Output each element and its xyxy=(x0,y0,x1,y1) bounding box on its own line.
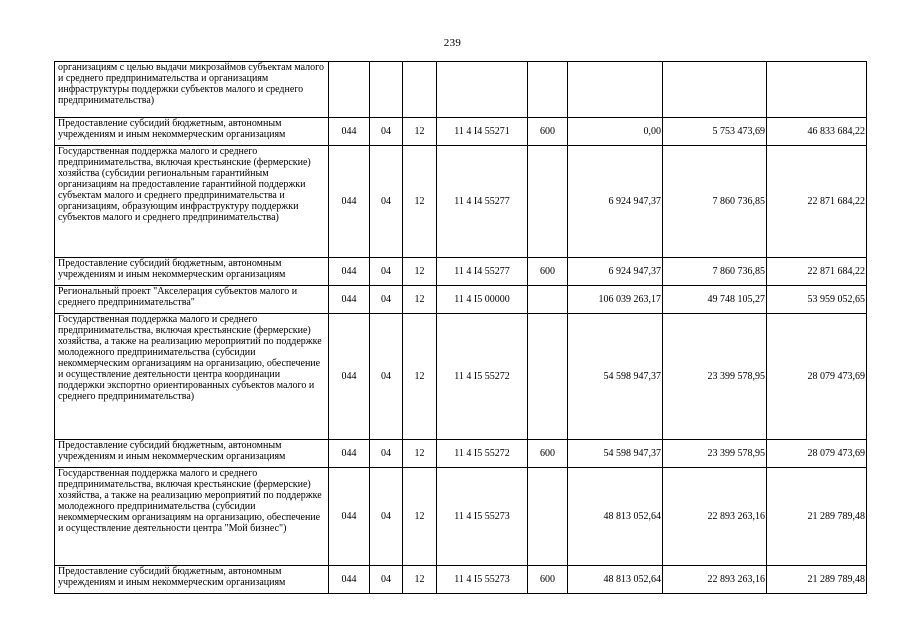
table-row xyxy=(55,440,867,468)
section-code-cell: 04 xyxy=(370,468,403,566)
amount-year-2-cell: 23 399 578,95 xyxy=(663,314,767,440)
expense-name-cell: Государственная поддержка малого и среднего предпринимательства, включая крестьянские (фермерские) хозяйства (субсидии региональным гарантийным организациям на предоставление гарантийной поддержки субъектам малого и среднего предпринимательства и организациям, образующим инфраструктуру поддержки субъектов малого и среднего предпринимательства) xyxy=(55,146,329,258)
expense-type-cell: 600 xyxy=(528,440,568,468)
table-row xyxy=(55,118,867,146)
amount-year-1-cell: 54 598 947,37 xyxy=(568,314,663,440)
section-code-cell: 04 xyxy=(370,440,403,468)
target-article-cell: 11 4 I5 55272 xyxy=(437,314,528,440)
section-code-cell: 04 xyxy=(370,146,403,258)
expense-type-cell: 600 xyxy=(528,258,568,286)
table-row xyxy=(55,146,867,258)
table-row xyxy=(55,286,867,314)
amount-year-1-cell: 54 598 947,37 xyxy=(568,440,663,468)
section-code-cell: 04 xyxy=(370,314,403,440)
amount-year-3-cell: 21 289 789,48 xyxy=(767,468,867,566)
expense-name-cell: Предоставление субсидий бюджетным, автономным учреждениям и иным некоммерческим организациям xyxy=(55,258,329,286)
section-code-cell xyxy=(370,62,403,118)
section-code-cell: 04 xyxy=(370,286,403,314)
grbs-code-cell: 044 xyxy=(329,468,370,566)
amount-year-3-cell: 28 079 473,69 xyxy=(767,440,867,468)
subsection-code-cell: 12 xyxy=(403,468,437,566)
target-article-cell: 11 4 I4 55271 xyxy=(437,118,528,146)
grbs-code-cell xyxy=(329,62,370,118)
amount-year-3-cell: 53 959 052,65 xyxy=(767,286,867,314)
amount-year-2-cell: 5 753 473,69 xyxy=(663,118,767,146)
grbs-code-cell: 044 xyxy=(329,566,370,594)
subsection-code-cell: 12 xyxy=(403,566,437,594)
grbs-code-cell: 044 xyxy=(329,146,370,258)
table-row xyxy=(55,566,867,594)
subsection-code-cell: 12 xyxy=(403,118,437,146)
amount-year-1-cell: 0,00 xyxy=(568,118,663,146)
grbs-code-cell: 044 xyxy=(329,258,370,286)
grbs-code-cell: 044 xyxy=(329,118,370,146)
subsection-code-cell: 12 xyxy=(403,146,437,258)
subsection-code-cell: 12 xyxy=(403,314,437,440)
target-article-cell xyxy=(437,62,528,118)
amount-year-3-cell xyxy=(767,62,867,118)
expense-name-cell: Предоставление субсидий бюджетным, автономным учреждениям и иным некоммерческим организациям xyxy=(55,440,329,468)
amount-year-1-cell: 48 813 052,64 xyxy=(568,566,663,594)
amount-year-1-cell: 6 924 947,37 xyxy=(568,258,663,286)
amount-year-2-cell: 49 748 105,27 xyxy=(663,286,767,314)
amount-year-2-cell xyxy=(663,62,767,118)
expense-type-cell xyxy=(528,62,568,118)
expense-name-cell: Предоставление субсидий бюджетным, автономным учреждениям и иным некоммерческим организациям xyxy=(55,566,329,594)
budget-table-body xyxy=(55,62,867,594)
section-code-cell: 04 xyxy=(370,566,403,594)
expense-type-cell xyxy=(528,468,568,566)
expense-name-cell: Государственная поддержка малого и среднего предпринимательства, включая крестьянские (фермерские) хозяйства, а также на реализацию мероприятий по поддержке молодежного предпринимательства (субсидии некоммерческим организациям на организацию, обеспечение и осуществление деятельности центра координации поддержки экспортно ориентированных субъектов малого и среднего предпринимательства) xyxy=(55,314,329,440)
target-article-cell: 11 4 I4 55277 xyxy=(437,146,528,258)
amount-year-2-cell: 22 893 263,16 xyxy=(663,468,767,566)
amount-year-3-cell: 21 289 789,48 xyxy=(767,566,867,594)
page-number: 239 xyxy=(443,37,462,49)
target-article-cell: 11 4 I4 55277 xyxy=(437,258,528,286)
table-row xyxy=(55,258,867,286)
amount-year-2-cell: 7 860 736,85 xyxy=(663,146,767,258)
expense-type-cell xyxy=(528,314,568,440)
target-article-cell: 11 4 I5 55273 xyxy=(437,566,528,594)
grbs-code-cell: 044 xyxy=(329,314,370,440)
amount-year-3-cell: 22 871 684,22 xyxy=(767,146,867,258)
expense-type-cell xyxy=(528,286,568,314)
amount-year-3-cell: 28 079 473,69 xyxy=(767,314,867,440)
amount-year-2-cell: 23 399 578,95 xyxy=(663,440,767,468)
grbs-code-cell: 044 xyxy=(329,286,370,314)
budget-table xyxy=(54,61,867,594)
subsection-code-cell xyxy=(403,62,437,118)
subsection-code-cell: 12 xyxy=(403,440,437,468)
grbs-code-cell: 044 xyxy=(329,440,370,468)
amount-year-1-cell: 106 039 263,17 xyxy=(568,286,663,314)
expense-type-cell: 600 xyxy=(528,566,568,594)
table-row xyxy=(55,468,867,566)
expense-name-cell: Предоставление субсидий бюджетным, автономным учреждениям и иным некоммерческим организациям xyxy=(55,118,329,146)
target-article-cell: 11 4 I5 00000 xyxy=(437,286,528,314)
amount-year-1-cell: 6 924 947,37 xyxy=(568,146,663,258)
amount-year-3-cell: 46 833 684,22 xyxy=(767,118,867,146)
amount-year-2-cell: 22 893 263,16 xyxy=(663,566,767,594)
expense-type-cell xyxy=(528,146,568,258)
subsection-code-cell: 12 xyxy=(403,286,437,314)
expense-type-cell: 600 xyxy=(528,118,568,146)
table-row xyxy=(55,62,867,118)
section-code-cell: 04 xyxy=(370,258,403,286)
expense-name-cell: организациям с целью выдачи микрозаймов субъектам малого и среднего предпринимательства и организациям инфраструктуры поддержки субъектов малого и среднего предпринимательства) xyxy=(55,62,329,118)
target-article-cell: 11 4 I5 55272 xyxy=(437,440,528,468)
target-article-cell: 11 4 I5 55273 xyxy=(437,468,528,566)
amount-year-1-cell: 48 813 052,64 xyxy=(568,468,663,566)
amount-year-2-cell: 7 860 736,85 xyxy=(663,258,767,286)
expense-name-cell: Региональный проект "Акселерация субъектов малого и среднего предпринимательства" xyxy=(55,286,329,314)
table-row xyxy=(55,314,867,440)
amount-year-1-cell xyxy=(568,62,663,118)
amount-year-3-cell: 22 871 684,22 xyxy=(767,258,867,286)
expense-name-cell: Государственная поддержка малого и среднего предпринимательства, включая крестьянские (фермерские) хозяйства, а также на реализацию мероприятий по поддержке молодежного предпринимательства (субсидии некоммерческим организациям на организацию, обеспечение и осуществление деятельности центра "Мой бизнес") xyxy=(55,468,329,566)
section-code-cell: 04 xyxy=(370,118,403,146)
subsection-code-cell: 12 xyxy=(403,258,437,286)
